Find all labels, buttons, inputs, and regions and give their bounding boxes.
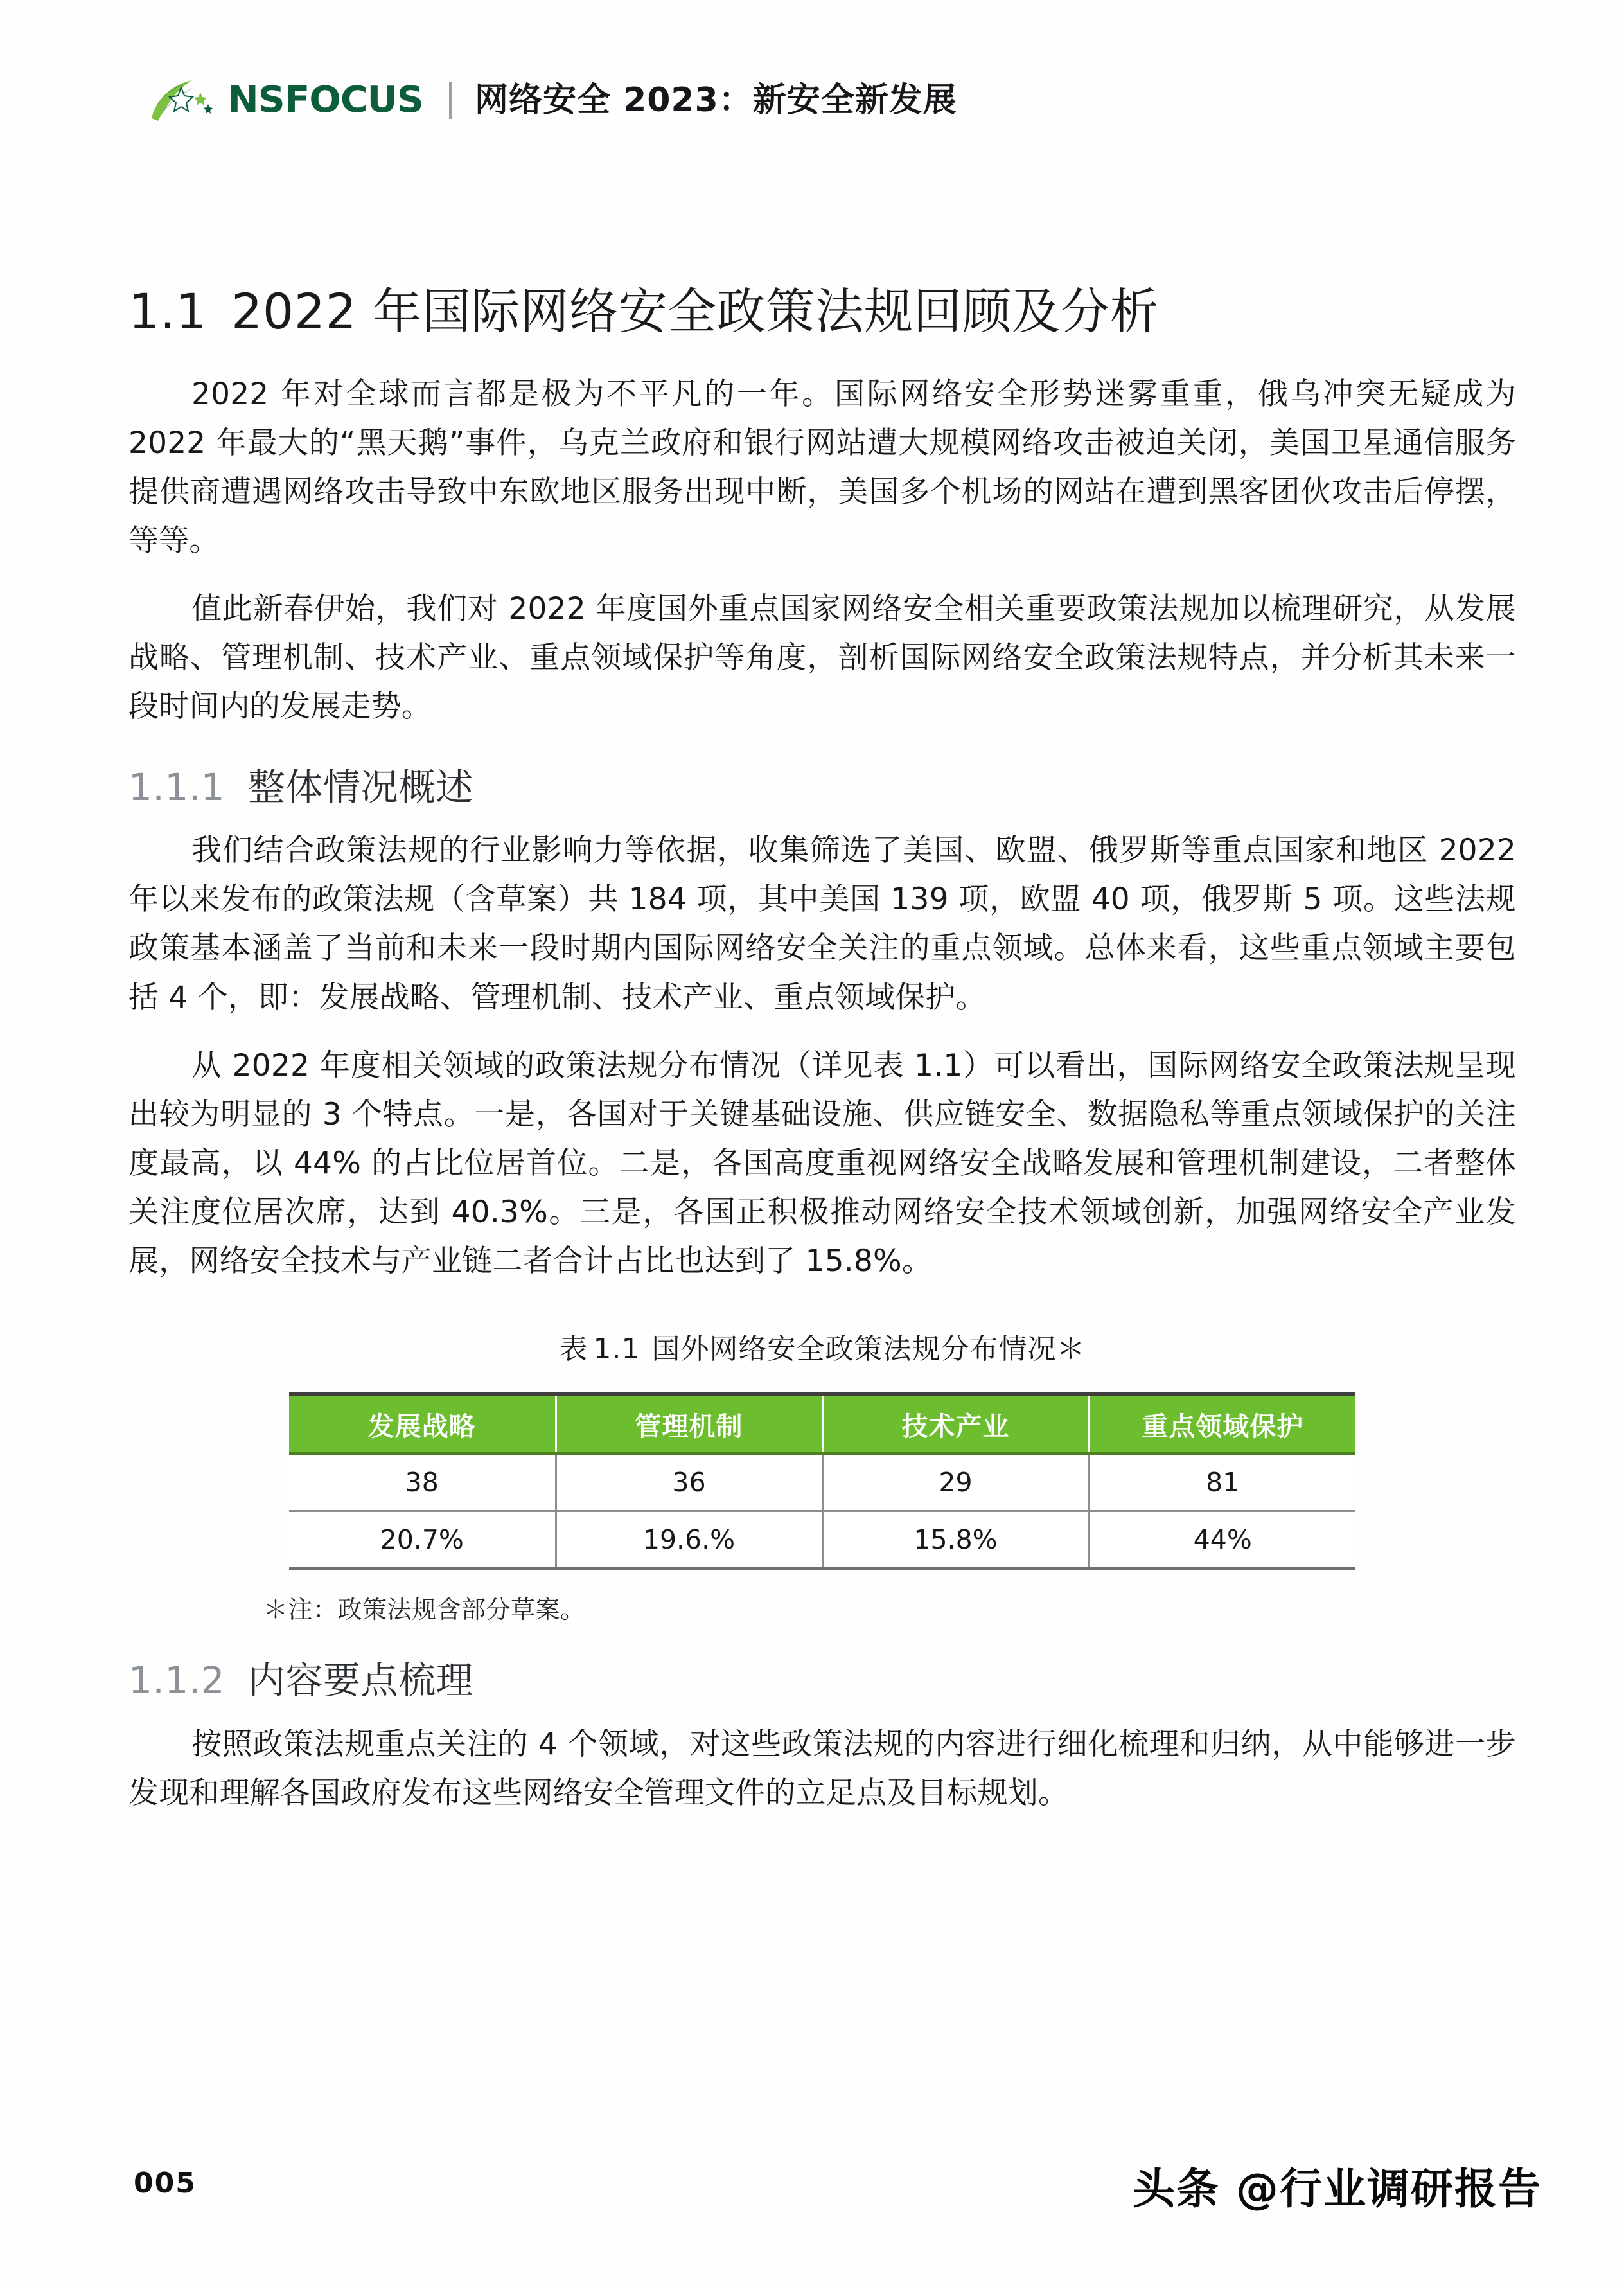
subsection-title-text: 内容要点梳理 [248, 1658, 474, 1703]
table-cell: 36 [556, 1454, 822, 1511]
page-number: 005 [134, 2167, 197, 2200]
table-column-header: 技术产业 [822, 1394, 1089, 1454]
table-caption-number: 1.1 [593, 1333, 640, 1366]
paragraph: 2022 年对全球而言都是极为不平凡的一年。国际网络安全形势迷雾重重，俄乌冲突无疑成为 2022 年最大的“黑天鹅”事件，乌克兰政府和银行网站遭大规模网络攻击被迫关闭，美国卫星通信服务提供商遭遇网络攻击导致中东欧地区服务出现中断，美国多个机场的网站在遭到黑客团伙攻击后停摆，等等。 [128, 376, 1516, 559]
table-caption [128, 1326, 1516, 1367]
nsfocus-flag-star-logo-icon [143, 76, 218, 125]
subsection-heading-112 [128, 1658, 1516, 1703]
subsection-title-text: 整体情况概述 [248, 765, 474, 809]
table-cell: 44% [1089, 1511, 1355, 1569]
subsection-number: 1.1.1 [128, 765, 225, 809]
nsfocus-wordmark: NSFOCUS [227, 79, 423, 121]
paragraph: 我们结合政策法规的行业影响力等依据，收集筛选了美国、欧盟、俄罗斯等重点国家和地区 2022 年以来发布的政策法规（含草案）共 184 项，其中美国 139 项，欧盟 40 项，俄罗斯 5 项。这些法规政策基本涵盖了当前和未来一段时期内国际网络安全关注的重点领域。总体来看，这些重点领域主要包括 4 个，即：发展战略、管理机制、技术产业、重点领域保护。 [128, 833, 1516, 1015]
table-block [128, 1326, 1516, 1625]
table-cell: 81 [1089, 1454, 1355, 1511]
section-heading [128, 283, 1516, 341]
table-row [289, 1454, 1355, 1511]
table-caption-label: 表 [559, 1333, 588, 1366]
table-cell: 19.6.% [556, 1511, 822, 1569]
section-number: 1.1 [128, 283, 207, 340]
subsection-number: 1.1.2 [128, 1658, 225, 1703]
table-caption-title: 国外网络安全政策法规分布情况＊ [651, 1333, 1086, 1366]
paragraph: 按照政策法规重点关注的 4 个领域，对这些政策法规的内容进行细化梳理和归纳，从中能够进一步发现和理解各国政府发布这些网络安全管理文件的立足点及目标规划。 [128, 1726, 1516, 1811]
table-note: ＊注：政策法规含部分草案。 [263, 1596, 585, 1624]
section-title-text: 2022 年国际网络安全政策法规回顾及分析 [231, 283, 1160, 340]
document-running-title: 网络安全 2023：新安全新发展 [474, 81, 957, 120]
table-cell: 38 [289, 1454, 556, 1511]
table-header-row [289, 1394, 1355, 1454]
table-column-header: 发展战略 [289, 1394, 556, 1454]
table-cell: 20.7% [289, 1511, 556, 1569]
paragraph: 从 2022 年度相关领域的政策法规分布情况（详见表 1.1）可以看出，国际网络安全政策法规呈现出较为明显的 3 个特点。一是，各国对于关键基础设施、供应链安全、数据隐私等重点领域保护的关注度最高，以 44% 的占比位居首位。二是，各国高度重视网络安全战略发展和管理机制建设，二者整体关注度位居次席，达到 40.3%。三是，各国正积极推动网络安全技术领域创新，加强网络安全产业发展，网络安全技术与产业链二者合计占比也达到了 15.8%。 [128, 1047, 1516, 1279]
paragraph: 值此新春伊始，我们对 2022 年度国外重点国家网络安全相关重要政策法规加以梳理研究，从发展战略、管理机制、技术产业、重点领域保护等角度，剖析国际网络安全政策法规特点，并分析其未来一段时间内的发展走势。 [128, 591, 1516, 725]
table-row [289, 1511, 1355, 1569]
document-body [128, 283, 1516, 1822]
subsection-heading-111 [128, 765, 1516, 810]
table-column-header: 管理机制 [556, 1394, 822, 1454]
document-header [143, 69, 957, 131]
policy-distribution-table [289, 1392, 1355, 1570]
table-cell: 29 [822, 1454, 1089, 1511]
table-cell: 15.8% [822, 1511, 1089, 1569]
table-column-header: 重点领域保护 [1089, 1394, 1355, 1454]
watermark: 头条 @行业调研报告 [1133, 2164, 1542, 2214]
header-divider [449, 82, 452, 119]
